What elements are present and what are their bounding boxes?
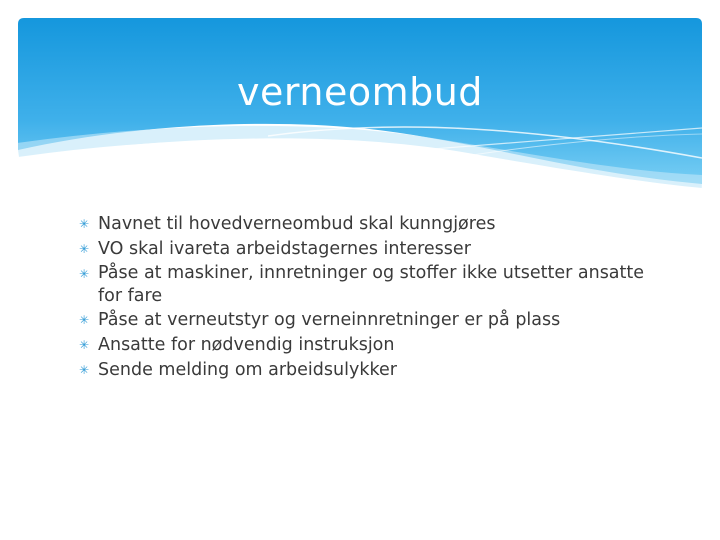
list-item bbox=[78, 333, 658, 358]
asterisk-bullet-icon: ✳ bbox=[78, 267, 90, 281]
slide-title: verneombud bbox=[237, 70, 483, 114]
list-item-text: Navnet til hovedverneombud skal kunngjøres bbox=[98, 214, 496, 234]
list-item bbox=[78, 308, 658, 333]
list-item-text: Ansatte for nødvendig instruksjon bbox=[98, 335, 395, 355]
bullet-list bbox=[78, 212, 658, 383]
list-item-text: Påse at verneutstyr og verneinnretninger er på plass bbox=[98, 310, 561, 330]
title-banner bbox=[18, 18, 702, 198]
list-item-text: VO skal ivareta arbeidstagernes interesser bbox=[98, 239, 471, 259]
list-item bbox=[78, 212, 658, 237]
asterisk-bullet-icon: ✳ bbox=[78, 242, 90, 256]
asterisk-bullet-icon: ✳ bbox=[78, 217, 90, 231]
asterisk-bullet-icon: ✳ bbox=[78, 338, 90, 352]
asterisk-bullet-icon: ✳ bbox=[78, 363, 90, 377]
list-item bbox=[78, 358, 658, 383]
list-item-text: Påse at maskiner, innretninger og stoffer ikke utsetter ansatte for fare bbox=[98, 263, 645, 306]
list-item bbox=[78, 237, 658, 262]
asterisk-bullet-icon: ✳ bbox=[78, 313, 90, 327]
list-item bbox=[78, 262, 658, 308]
list-item-text: Sende melding om arbeidsulykker bbox=[98, 360, 397, 380]
